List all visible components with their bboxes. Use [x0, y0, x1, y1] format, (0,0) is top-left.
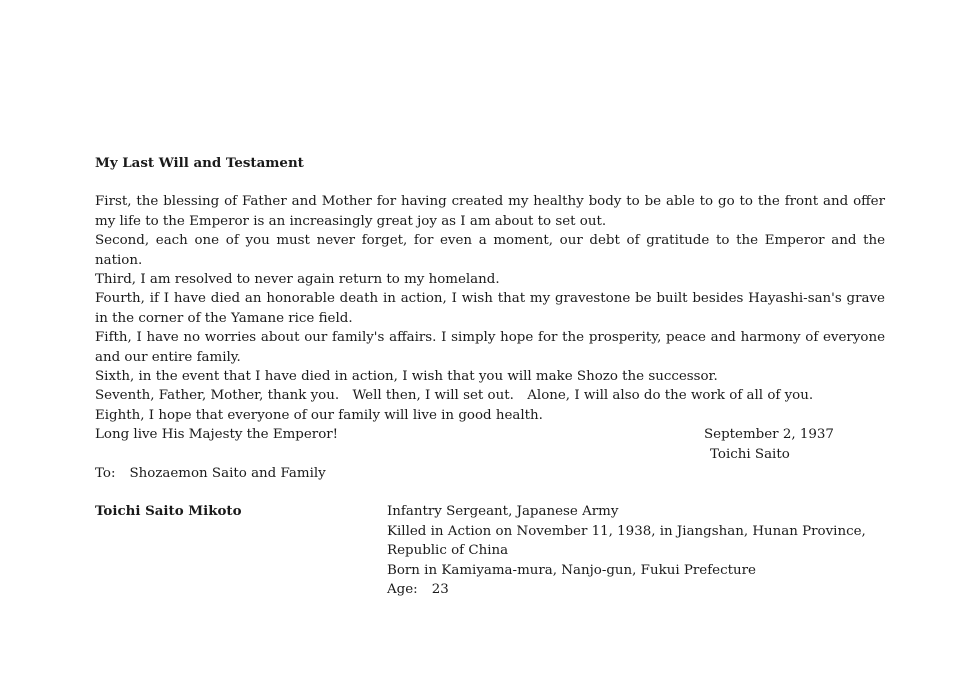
paragraph-second: Second, each one of you must never forget, for even a moment, our debt of gratitude to the Emperor and the nation.	[95, 233, 885, 268]
profile-rank: Infantry Sergeant, Japanese Army	[387, 504, 619, 520]
age-label: Age:	[387, 582, 418, 598]
document-title: My Last Will and Testament	[95, 155, 304, 171]
signature: Toichi Saito	[710, 446, 790, 462]
profile-age	[387, 580, 885, 599]
profile-name: Toichi Saito Mikoto	[95, 503, 242, 520]
age-value: 23	[431, 582, 449, 598]
paragraph-eighth: Eighth, I hope that everyone of our family will live in good health.	[95, 407, 543, 423]
addressee-row	[95, 464, 885, 483]
to-recipient: Shozaemon Saito and Family	[129, 466, 326, 482]
title-spacer	[95, 173, 885, 192]
paragraph-fifth: Fifth, I have no worries about our family's affairs. I simply hope for the prosperity, peace and harmony of everyone and our entire family.	[95, 330, 885, 365]
paragraph-seventh: Seventh, Father, Mother, thank you. Well then, I will set out. Alone, I will also do the work of all of you.	[95, 388, 814, 404]
paragraph-sixth: Sixth, in the event that I have died in action, I wish that you will make Shozo the successor.	[95, 369, 718, 385]
closing-line: Long live His Majesty the Emperor!	[95, 427, 339, 443]
profile-killed-cont: Republic of China	[387, 543, 509, 559]
profile-born: Born in Kamiyama-mura, Nanjo-gun, Fukui Prefecture	[387, 562, 756, 578]
paragraph-fourth: Fourth, if I have died an honorable death in action, I wish that my gravestone be built besides Hayashi-san's grave in the corner of the Yamane rice field.	[95, 291, 885, 326]
signature-row	[95, 445, 885, 464]
profile-killed: Killed in Action on November 11, 1938, in Jiangshan, Hunan Province,	[387, 523, 866, 539]
letter-date: September 2, 1937	[704, 427, 834, 443]
to-label: To:	[95, 466, 116, 482]
profile-details	[387, 502, 885, 599]
profile-block	[95, 502, 885, 599]
paragraph-first: First, the blessing of Father and Mother for having created my healthy body to be able to go to the front and offer my life to the Emperor is an increasingly great joy as I am about to set out.	[95, 194, 885, 229]
paragraph-third: Third, I am resolved to never again return to my homeland.	[95, 272, 500, 288]
will-document	[95, 154, 885, 599]
closing-row	[95, 425, 885, 444]
